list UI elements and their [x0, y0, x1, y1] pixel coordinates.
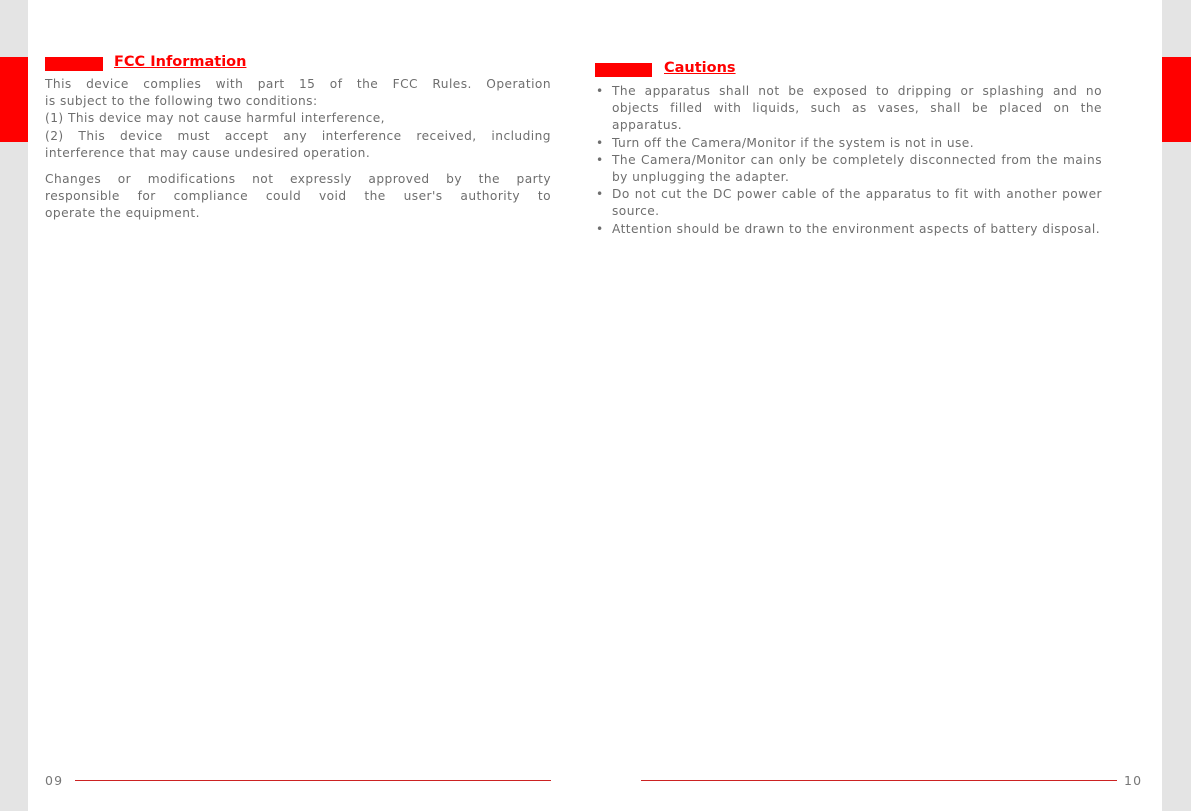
fcc-body: [45, 76, 551, 223]
bullet: •: [596, 84, 604, 98]
bullet: •: [596, 221, 604, 236]
bullet: •: [596, 135, 604, 150]
caution-item: [596, 152, 1102, 186]
caution-text: Do not cut the DC power cable of the apparatus to fit with another power source.: [612, 187, 1102, 219]
text-line: operate the equipment.: [45, 206, 200, 221]
page-number-right: 10: [1124, 773, 1143, 788]
fcc-heading: FCC Information: [114, 54, 247, 70]
right-edge-tab: [1162, 57, 1191, 142]
caution-item: [596, 186, 1102, 220]
fcc-heading-bar: [45, 57, 103, 71]
fcc-paragraph-1: [45, 76, 551, 162]
footer-rule-right: [641, 780, 1117, 781]
caution-text: Attention should be drawn to the environment aspects of battery disposal.: [612, 221, 1101, 236]
cautions-heading: Cautions: [664, 60, 736, 76]
caution-text: Turn off the Camera/Monitor if the system is not in use.: [612, 135, 975, 150]
fcc-paragraph-2: [45, 171, 551, 223]
caution-text: The Camera/Monitor can only be completely disconnected from the mains by unplugging the adapter.: [612, 152, 1102, 185]
cautions-heading-bar: [595, 63, 652, 77]
cautions-list: [596, 83, 1102, 238]
left-edge-tab: [0, 57, 28, 142]
text-line: is subject to the following two conditions:: [45, 94, 318, 109]
footer-rule-left: [75, 780, 551, 781]
text-line: (1) This device may not cause harmful interference,: [45, 111, 386, 126]
caution-text: The apparatus shall not be exposed to dripping or splashing and no objects filled with liquids, such as vases, shall be placed on the apparatus.: [612, 84, 1102, 133]
cautions-body: [596, 83, 1102, 238]
caution-item: [596, 83, 1102, 135]
page-number-left: 09: [45, 773, 64, 788]
bullet: •: [596, 187, 604, 202]
text-line: interference that may cause undesired operation.: [45, 145, 371, 160]
text-line: (2) This device must accept any interference received, including: [45, 128, 551, 143]
text-line: Changes or modifications not expressly approved by the party: [45, 172, 551, 187]
text-line: responsible for compliance could void the user's authority to: [45, 189, 551, 204]
bullet: •: [596, 152, 604, 167]
text-line: This device complies with part 15 of the FCC Rules. Operation: [45, 77, 551, 91]
caution-item: [596, 135, 1102, 152]
caution-item: [596, 221, 1102, 238]
